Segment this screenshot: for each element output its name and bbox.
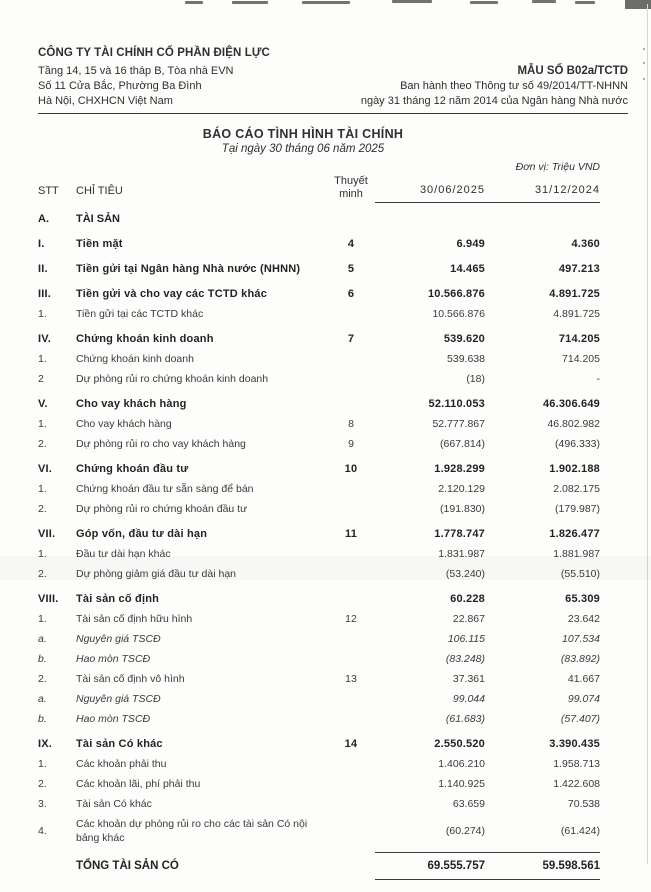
scan-artifact — [532, 0, 556, 3]
cell-v1: 37.361 — [452, 673, 485, 685]
cell-v2: 4.891.725 — [549, 288, 600, 300]
cell-note: 13 — [345, 673, 357, 685]
cell-stt: 1. — [38, 613, 47, 625]
scan-artifact — [643, 62, 645, 64]
cell-label: Cho vay khách hàng — [76, 398, 187, 410]
table-row — [38, 287, 600, 301]
cell-v1: 6.949 — [456, 238, 485, 250]
table-row — [38, 712, 600, 726]
cell-label: Nguyên giá TSCĐ — [76, 633, 161, 645]
scan-artifact — [302, 1, 350, 4]
company-name: CÔNG TY TÀI CHÍNH CỔ PHẦN ĐIỆN LỰC — [38, 47, 270, 59]
total-value-2: 59.598.561 — [485, 852, 600, 880]
cell-label: Đầu tư dài hạn khác — [76, 548, 171, 560]
cell-stt: 1. — [38, 758, 47, 770]
cell-v2: 70.538 — [567, 798, 600, 810]
document-content — [38, 46, 628, 880]
table-header-row — [38, 175, 600, 203]
cell-stt: a. — [38, 693, 47, 705]
cell-note: 4 — [347, 238, 355, 250]
cell-v2: 1.881.987 — [553, 548, 600, 560]
report-subtitle: Tại ngày 30 tháng 06 năm 2025 — [221, 143, 385, 155]
cell-stt: 4. — [38, 825, 47, 837]
cell-stt: 2. — [38, 673, 47, 685]
scan-artifact — [647, 4, 648, 864]
cell-stt: 1. — [38, 548, 47, 560]
cell-label: Tiền mặt — [76, 238, 123, 250]
cell-stt: a. — [38, 633, 47, 645]
cell-stt: 2. — [38, 778, 47, 790]
cell-label: Tài sản cố định hữu hình — [76, 613, 193, 625]
cell-label: Chứng khoán đầu tư sẵn sàng để bán — [76, 483, 254, 495]
cell-stt: 1. — [38, 483, 47, 495]
cell-v1: 2.550.520 — [434, 738, 485, 750]
cell-v1: 539.638 — [447, 353, 485, 365]
form-block — [361, 64, 628, 109]
cell-label: TÀI SẢN — [76, 213, 120, 225]
cell-v1: (61.683) — [445, 713, 485, 725]
scan-artifact — [185, 1, 203, 4]
cell-stt: 2. — [38, 503, 47, 515]
cell-stt: VII. — [38, 528, 56, 540]
cell-stt: 1. — [38, 353, 47, 365]
cell-stt: A. — [38, 213, 49, 225]
table-row — [38, 307, 600, 321]
cell-label: Tài sản Có khác — [76, 798, 152, 810]
scan-artifact — [643, 48, 645, 50]
cell-v1: (18) — [466, 373, 485, 385]
cell-stt: IV. — [38, 333, 52, 345]
table-row — [38, 417, 600, 431]
cell-label: Dự phòng rủi ro chứng khoán kinh doanh — [76, 373, 269, 385]
cell-label: Các khoản lãi, phí phải thu — [76, 778, 201, 790]
table-row — [38, 817, 600, 845]
cell-v1: 63.659 — [452, 798, 485, 810]
cell-v2: (83.892) — [560, 653, 600, 665]
table-row — [38, 437, 600, 451]
cell-stt: 1. — [38, 308, 47, 320]
scan-artifact — [575, 1, 595, 4]
table-row — [38, 592, 600, 606]
cell-v2: 1.958.713 — [553, 758, 600, 770]
cell-v2: 46.306.649 — [542, 398, 600, 410]
cell-stt: b. — [38, 713, 47, 725]
cell-v1: 1.831.987 — [438, 548, 485, 560]
cell-note: 14 — [344, 738, 358, 750]
total-value-1: 69.555.757 — [375, 852, 485, 880]
cell-v2: 2.082.175 — [553, 483, 600, 495]
cell-stt: 2. — [38, 438, 47, 450]
table-row — [38, 757, 600, 771]
cell-note: 11 — [344, 528, 358, 540]
cell-label: Các khoản dự phòng rủi ro cho các tài sản Có nội bảng khác — [76, 818, 308, 844]
report-title: BÁO CÁO TÌNH HÌNH TÀI CHÍNH — [202, 127, 404, 141]
cell-v2: 1.422.608 — [553, 778, 600, 790]
cell-v1: 10.566.876 — [427, 288, 485, 300]
table-row — [38, 462, 600, 476]
cell-v2: - — [596, 373, 600, 385]
cell-label: Hao mòn TSCĐ — [76, 713, 151, 725]
cell-label: Chứng khoán đầu tư — [76, 463, 189, 475]
cell-v1: 99.044 — [452, 693, 485, 705]
cell-label: Hao mòn TSCĐ — [76, 653, 151, 665]
cell-v1: 1.928.299 — [434, 463, 485, 475]
cell-note: 8 — [348, 418, 354, 430]
cell-label: Tiền gửi và cho vay các TCTD khác — [76, 288, 268, 300]
cell-note: 6 — [347, 288, 355, 300]
unit-label: Đơn vị: Triệu VND — [515, 161, 600, 173]
cell-v1: (53.240) — [445, 568, 485, 580]
table-row — [38, 482, 600, 496]
cell-label: Dự phòng rủi ro chứng khoán đầu tư — [76, 503, 248, 515]
company-address-line2: Số 11 Cửa Bắc, Phường Ba Đình — [38, 80, 202, 92]
table-row — [38, 737, 600, 751]
cell-v2: 4.891.725 — [553, 308, 600, 320]
cell-label: Dự phòng rủi ro cho vay khách hàng — [76, 438, 246, 450]
cell-label: Góp vốn, đầu tư dài hạn — [76, 528, 208, 540]
cell-v2: 497.213 — [558, 263, 600, 275]
cell-label: Tiền gửi tại các TCTD khác — [76, 308, 204, 320]
cell-note: 7 — [347, 333, 355, 345]
cell-v1: 539.620 — [443, 333, 485, 345]
total-label: TỔNG TÀI SẢN CÓ — [76, 860, 179, 872]
form-circular: Ban hành theo Thông tư số 49/2014/TT-NHNN — [400, 80, 628, 92]
cell-v2: 23.642 — [567, 613, 600, 625]
cell-note: 5 — [347, 263, 355, 275]
cell-label: Tài sản cố định — [76, 593, 160, 605]
header-stt: STT — [38, 185, 59, 197]
cell-v2: 41.667 — [567, 673, 600, 685]
form-date: ngày 31 tháng 12 năm 2014 của Ngân hàng Nhà nước — [360, 95, 628, 107]
cell-v2: (57.407) — [560, 713, 600, 725]
cell-v2: (496.333) — [555, 438, 600, 450]
table-row — [38, 352, 600, 366]
cell-v2: 4.360 — [571, 238, 600, 250]
cell-v2: (179.987) — [555, 503, 600, 515]
table-body — [38, 212, 600, 845]
table-row — [38, 547, 600, 561]
table-row — [38, 567, 600, 581]
cell-stt: VIII. — [38, 593, 59, 605]
cell-v1: 2.120.129 — [438, 483, 485, 495]
title-block — [38, 127, 568, 155]
table-row — [38, 332, 600, 346]
cell-stt: VI. — [38, 463, 53, 475]
cell-v2: 1.826.477 — [549, 528, 600, 540]
cell-v2: 714.205 — [562, 353, 600, 365]
table-row — [38, 527, 600, 541]
cell-stt — [38, 860, 76, 872]
table-row — [38, 397, 600, 411]
cell-label: Dự phòng giảm giá đầu tư dài hạn — [76, 568, 236, 580]
cell-stt: 1. — [38, 418, 47, 430]
cell-v1: 60.228 — [450, 593, 485, 605]
cell-label: Nguyên giá TSCĐ — [76, 693, 161, 705]
scan-artifact — [232, 1, 268, 4]
scan-artifact — [470, 1, 498, 4]
cell-v1: 52.777.867 — [432, 418, 485, 430]
cell-stt: 2 — [38, 373, 44, 385]
cell-stt: IX. — [38, 738, 53, 750]
cell-label: Các khoản phải thu — [76, 758, 167, 770]
cell-stt: 2. — [38, 568, 47, 580]
cell-label: Tiền gửi tại Ngân hàng Nhà nước (NHNN) — [76, 263, 301, 275]
cell-v2: 46.802.982 — [547, 418, 600, 430]
cell-v1: 1.406.210 — [438, 758, 485, 770]
cell-stt: I. — [38, 238, 45, 250]
cell-v1: (83.248) — [445, 653, 485, 665]
scan-artifact — [643, 78, 645, 80]
cell-label: Tài sản cố định vô hình — [76, 673, 185, 685]
table-row — [38, 612, 600, 626]
header-col2: 31/12/2024 — [485, 183, 600, 203]
cell-v2: 714.205 — [558, 333, 600, 345]
cell-v2: (55.510) — [560, 568, 600, 580]
cell-v2: 99.074 — [567, 693, 600, 705]
table-row — [38, 502, 600, 516]
cell-v1: 1.140.925 — [438, 778, 485, 790]
cell-v1: 10.566.876 — [432, 308, 485, 320]
cell-label: Chứng khoán kinh doanh — [76, 353, 194, 365]
cell-v1: (667.814) — [440, 438, 485, 450]
cell-v2: 107.534 — [562, 633, 600, 645]
table-row — [38, 237, 600, 251]
letterhead — [38, 46, 628, 109]
cell-v1: 106.115 — [447, 633, 485, 645]
table-row — [38, 692, 600, 706]
cell-v2: 3.390.435 — [549, 738, 600, 750]
cell-stt: b. — [38, 653, 47, 665]
cell-stt: V. — [38, 398, 48, 410]
cell-v1: (191.830) — [440, 503, 485, 515]
header-divider — [38, 113, 628, 114]
table-row — [38, 652, 600, 666]
cell-stt: III. — [38, 288, 52, 300]
form-number: MẪU SỐ B02a/TCTD — [517, 65, 628, 77]
cell-label: Cho vay khách hàng — [76, 418, 172, 430]
scan-artifact — [625, 0, 651, 9]
table-row — [38, 632, 600, 646]
header-label: CHỈ TIÊU — [76, 185, 123, 197]
cell-v1: 22.867 — [452, 613, 485, 625]
table-row — [38, 777, 600, 791]
cell-stt: II. — [38, 263, 48, 275]
table-row — [38, 372, 600, 386]
cell-label: Chứng khoán kinh doanh — [76, 333, 214, 345]
cell-v2: (61.424) — [560, 825, 600, 837]
total-row — [38, 852, 600, 880]
table-row — [38, 262, 600, 276]
header-note: Thuyết minh — [334, 175, 368, 200]
cell-stt: 3. — [38, 798, 47, 810]
cell-v1: 14.465 — [450, 263, 485, 275]
scan-artifact — [392, 0, 432, 3]
header-col1: 30/06/2025 — [375, 183, 485, 203]
table-row — [38, 672, 600, 686]
table-row — [38, 212, 600, 226]
cell-v1: 1.778.747 — [434, 528, 485, 540]
cell-v1: (60.274) — [445, 825, 485, 837]
cell-v1: 52.110.053 — [428, 398, 485, 410]
cell-label: Tài sản Có khác — [76, 738, 163, 750]
company-address-line1: Tầng 14, 15 và 16 tháp B, Tòa nhà EVN — [38, 65, 234, 77]
company-block — [38, 46, 270, 109]
table-row — [38, 797, 600, 811]
cell-v2: 65.309 — [565, 593, 600, 605]
cell-note: 10 — [344, 463, 358, 475]
cell-v2: 1.902.188 — [549, 463, 600, 475]
company-address-line3: Hà Nội, CHXHCN Việt Nam — [38, 95, 173, 107]
balance-sheet-table — [38, 175, 600, 880]
cell-note: 9 — [348, 438, 354, 450]
cell-note: 12 — [345, 613, 357, 625]
